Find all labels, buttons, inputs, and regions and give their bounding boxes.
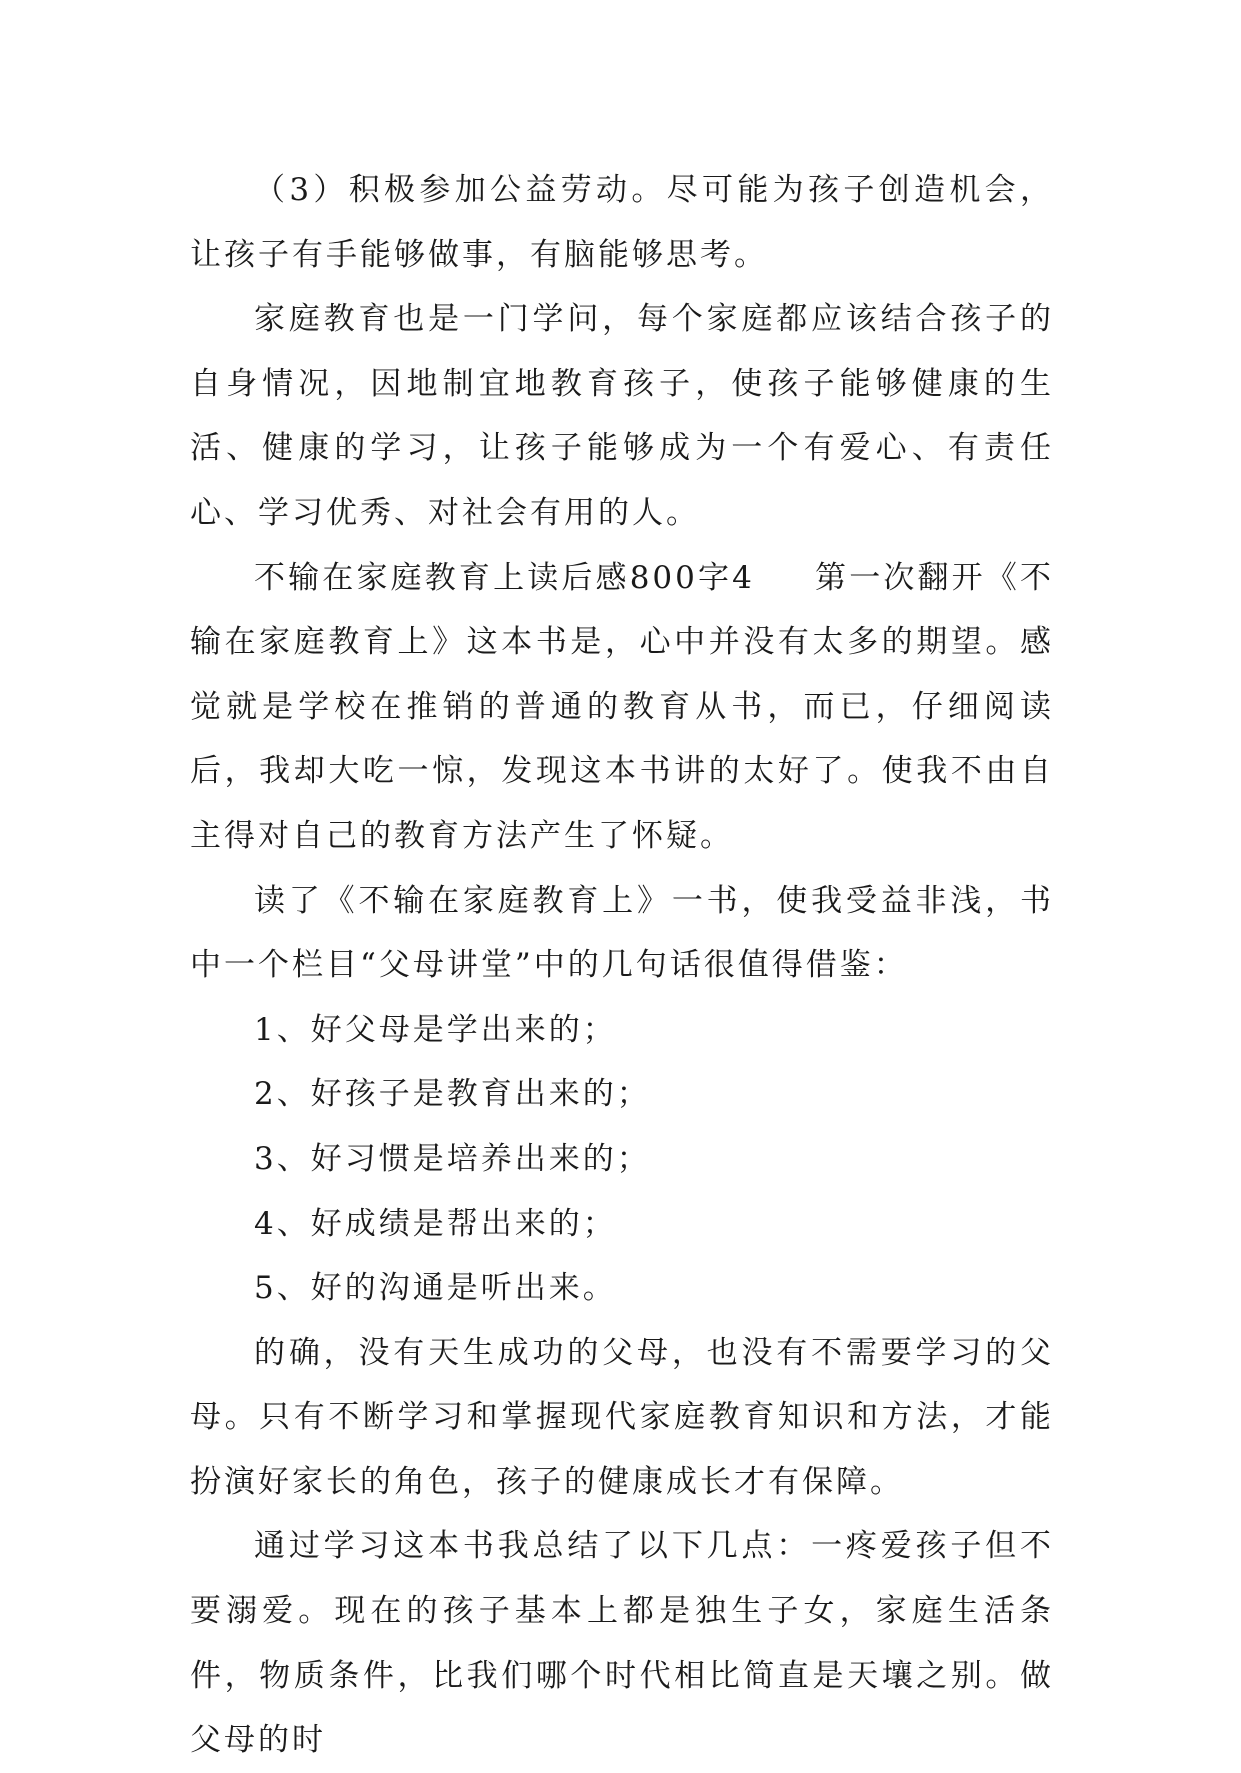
paragraph-labor: （3）积极参加公益劳动。尽可能为孩子创造机会，让孩子有手能够做事，有脑能够思考。 [190,172,1054,273]
list-item: 4、好成绩是帮出来的； [254,1205,617,1242]
section-heading: 不输在家庭教育上读后感800字4 [254,559,755,596]
paragraph-first-reading [190,546,1054,869]
first-reading-text: 第一次翻开《不输在家庭教育上》这本书是，心中并没有太多的期望。感觉就是学校在推销的普通的教育从书，而已，仔细阅读后，我却大吃一惊，发现这本书讲的太好了。使我不由自主得对自己的教育方法产生了怀疑。 [190,559,1054,854]
paragraph-summary: 通过学习这本书我总结了以下几点：一疼爱孩子但不要溺爱。现在的孩子基本上都是独生子女，家庭生活条件，物质条件，比我们哪个时代相比简直是天壤之别。做父母的时 [190,1528,1054,1759]
document-page [190,158,1054,1773]
paragraph-benefit: 读了《不输在家庭教育上》一书，使我受益非浅，书中一个栏目“父母讲堂”中的几句话很值得借鉴： [190,882,1054,984]
paragraph-family-education: 家庭教育也是一门学问，每个家庭都应该结合孩子的自身情况，因地制宜地教育孩子，使孩子能够健康的生活、健康的学习，让孩子能够成为一个有爱心、有责任心、学习优秀、对社会有用的人。 [190,301,1054,531]
list-item: 2、好孩子是教育出来的； [254,1076,651,1113]
list-item: 5、好的沟通是听出来。 [254,1270,617,1307]
paragraph-indeed: 的确，没有天生成功的父母，也没有不需要学习的父母。只有不断学习和掌握现代家庭教育知识和方法，才能扮演好家长的角色，孩子的健康成长才有保障。 [190,1334,1054,1500]
list-item: 1、好父母是学出来的； [254,1011,617,1048]
list-item: 3、好习惯是培养出来的； [254,1140,651,1177]
